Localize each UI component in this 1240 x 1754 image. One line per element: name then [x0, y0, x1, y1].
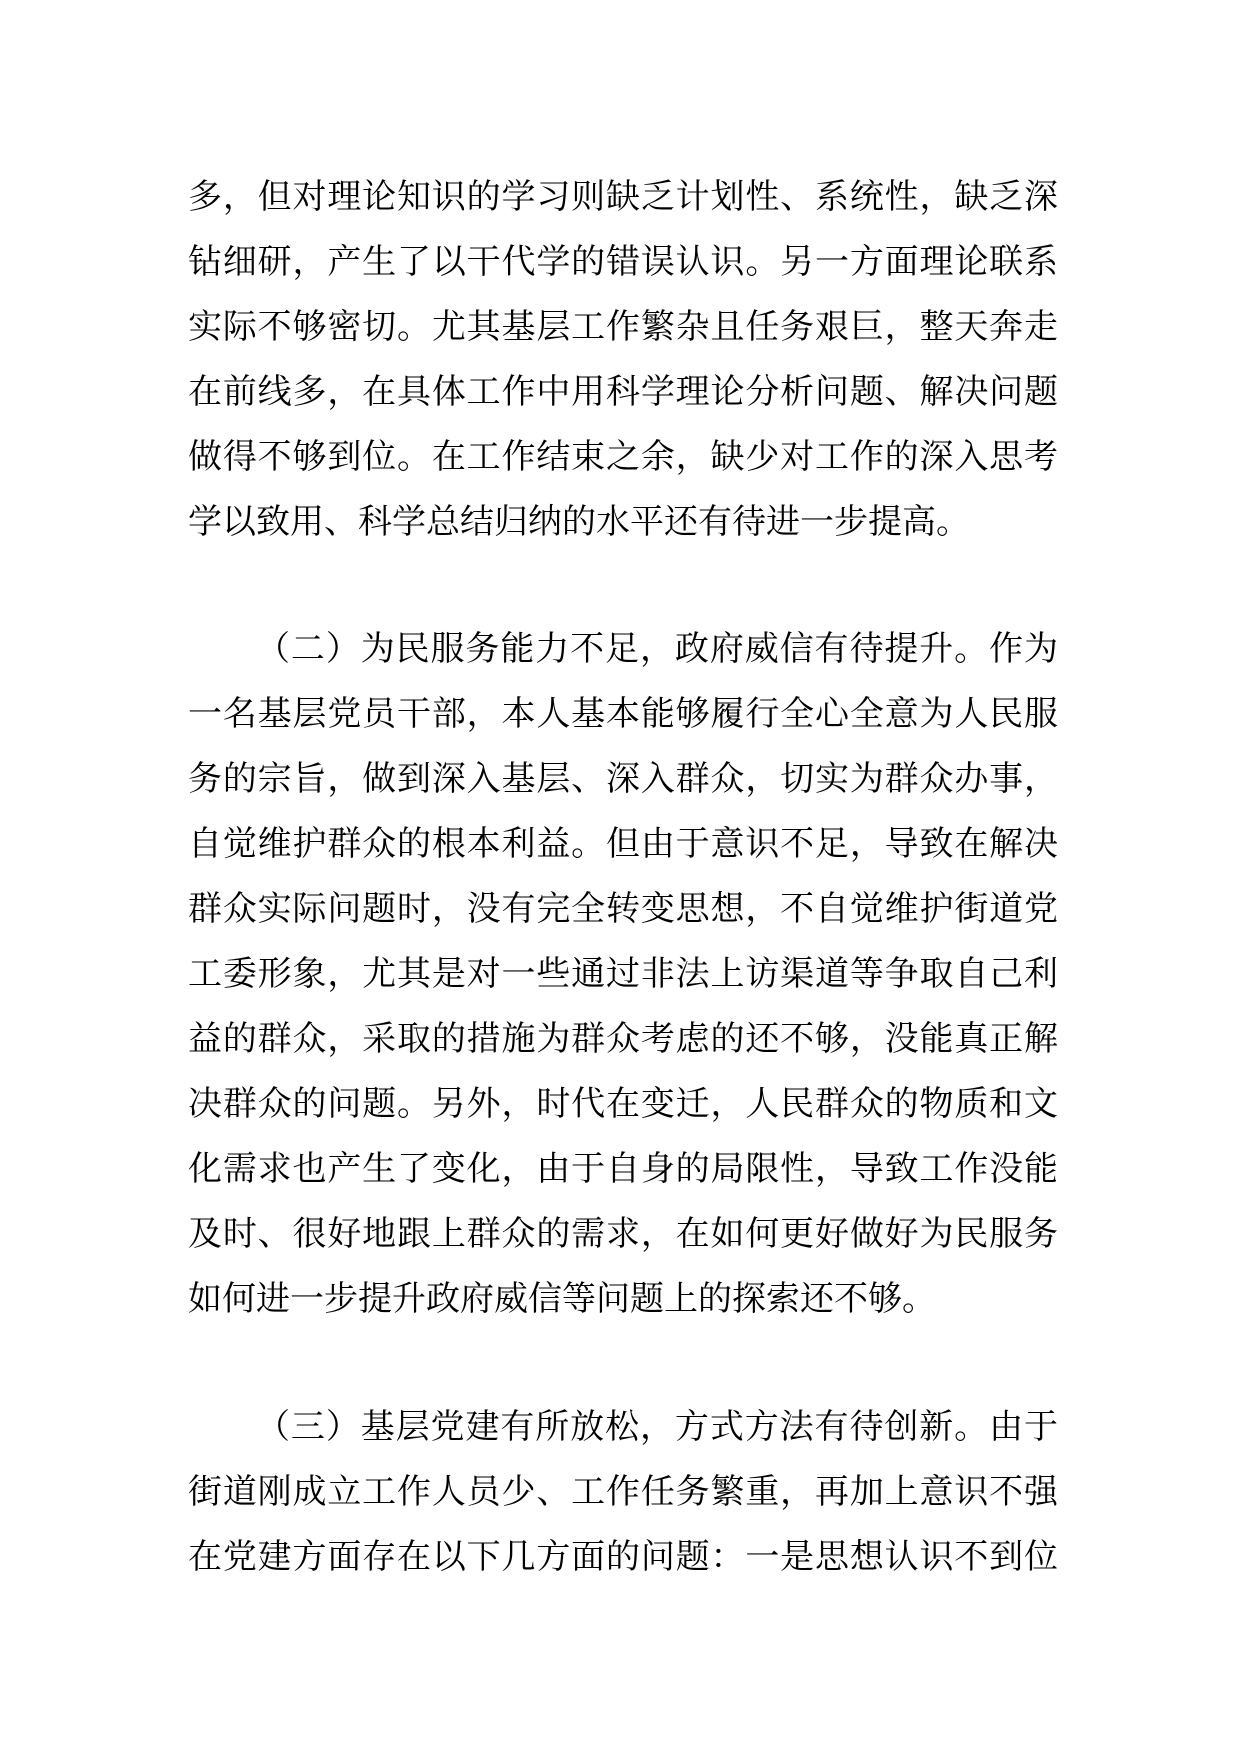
text-line: 在前线多，在具体工作中用科学理论分析问题、解决问题 — [188, 372, 1058, 412]
text-line: 务的宗旨，做到深入基层、深入群众，切实为群众办事， — [188, 759, 1058, 799]
text-line: 工委形象，尤其是对一些通过非法上访渠道等争取自己利 — [188, 954, 1058, 994]
text-line: 及时、很好地跟上群众的需求，在如何更好做好为民服务 — [188, 1214, 1058, 1254]
text-line: 化需求也产生了变化，由于自身的局限性，导致工作没能 — [188, 1149, 1058, 1189]
text-line: 决群众的问题。另外，时代在变迁，人民群众的物质和文 — [188, 1084, 1058, 1124]
paragraph-theory-study — [188, 165, 1058, 555]
text-line: 自觉维护群众的根本利益。但由于意识不足，导致在解决 — [188, 824, 1058, 864]
text-line: 多，但对理论知识的学习则缺乏计划性、系统性，缺乏深 — [188, 177, 1058, 217]
paragraph-party-building — [188, 1395, 1058, 1590]
text-line: 益的群众，采取的措施为群众考虑的还不够，没能真正解 — [188, 1019, 1058, 1059]
text-line: 一名基层党员干部，本人基本能够履行全心全意为人民服 — [188, 694, 1058, 734]
text-line: 钻细研，产生了以干代学的错误认识。另一方面理论联系 — [188, 242, 1058, 282]
text-line: 在党建方面存在以下几方面的问题：一是思想认识不到位 — [188, 1537, 1058, 1577]
text-line: 街道刚成立工作人员少、工作任务繁重，再加上意识不强 — [188, 1472, 1058, 1512]
text-line: 实际不够密切。尤其基层工作繁杂且任务艰巨，整天奔走 — [188, 307, 1058, 347]
section-heading-line: （二）为民服务能力不足，政府威信有待提升。作为 — [256, 629, 1058, 669]
text-line: 如何进一步提升政府威信等问题上的探索还不够。 — [188, 1279, 936, 1319]
text-line: 做得不够到位。在工作结束之余，缺少对工作的深入思考 — [188, 437, 1058, 477]
text-line: 学以致用、科学总结归纳的水平还有待进一步提高。 — [188, 502, 970, 542]
section-heading-line: （三）基层党建有所放松，方式方法有待创新。由于 — [256, 1407, 1058, 1447]
paragraph-public-service — [188, 617, 1058, 1332]
text-line: 群众实际问题时，没有完全转变思想，不自觉维护街道党 — [188, 889, 1058, 929]
